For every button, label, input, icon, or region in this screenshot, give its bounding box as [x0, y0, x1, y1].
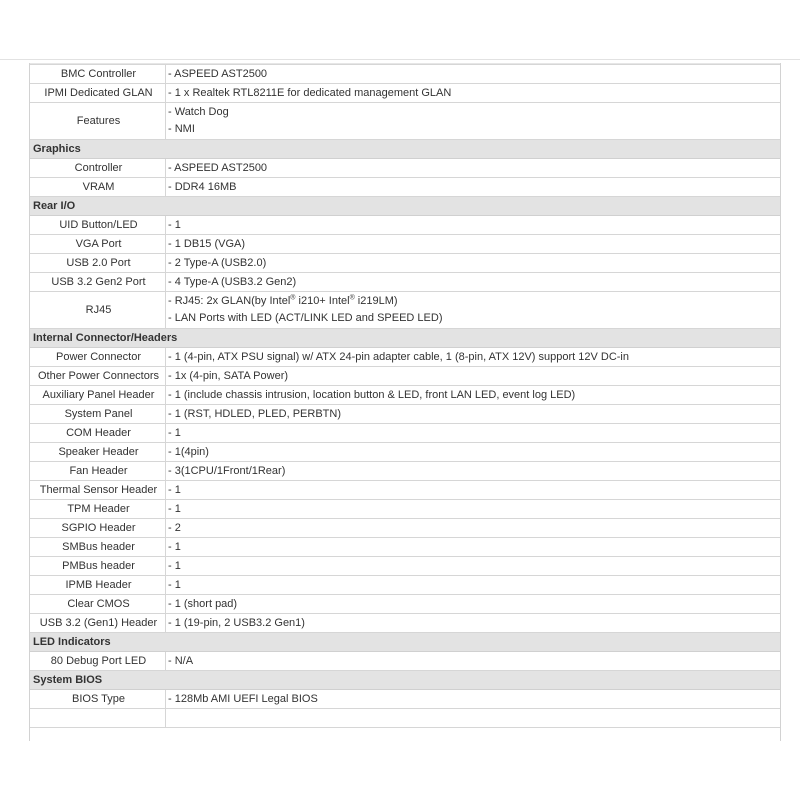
- spec-value: - 2: [166, 519, 781, 538]
- section-title: LED Indicators: [30, 633, 780, 652]
- spec-value: - 1: [166, 538, 781, 557]
- spec-value-line: - LAN Ports with LED (ACT/LINK LED and SPEED LED): [168, 312, 443, 324]
- table-row: [30, 103, 780, 140]
- table-row: [30, 576, 780, 595]
- rj45-text-b: i210+ Intel: [295, 295, 350, 307]
- spec-value: - 1(4pin): [166, 443, 781, 462]
- table-row: [30, 481, 780, 500]
- spec-value: - 4 Type-A (USB3.2 Gen2): [166, 273, 781, 292]
- table-row: [30, 367, 780, 386]
- table-row: [30, 462, 780, 481]
- spec-label: UID Button/LED: [30, 216, 166, 235]
- spec-value: - 1: [166, 481, 781, 500]
- spec-label: Features: [30, 103, 166, 140]
- spec-value: - 1 DB15 (VGA): [166, 235, 781, 254]
- spec-label: BMC Controller: [30, 65, 166, 84]
- spec-value-line: [168, 293, 780, 310]
- table-row-partial: [30, 709, 780, 728]
- spec-label: BIOS Type: [30, 690, 166, 709]
- spec-label: VRAM: [30, 178, 166, 197]
- spec-label: Power Connector: [30, 348, 166, 367]
- spec-label-empty: [30, 709, 166, 728]
- spec-label: 80 Debug Port LED: [30, 652, 166, 671]
- section-header-system-bios: [30, 671, 780, 690]
- table-row: [30, 84, 780, 103]
- spec-value: - 1 (4-pin, ATX PSU signal) w/ ATX 24-pin adapter cable, 1 (8-pin, ATX 12V) support 12V DC-in: [166, 348, 781, 367]
- spec-label: RJ45: [30, 292, 166, 329]
- spec-label: Clear CMOS: [30, 595, 166, 614]
- spec-label: SGPIO Header: [30, 519, 166, 538]
- registered-mark: ®: [349, 294, 355, 302]
- spec-value: - 1: [166, 216, 781, 235]
- table-row: [30, 538, 780, 557]
- rj45-text-c: i219LM): [354, 295, 398, 307]
- spec-label: Controller: [30, 159, 166, 178]
- table-row: [30, 614, 780, 633]
- spec-table-container: [29, 63, 781, 741]
- table-row: [30, 254, 780, 273]
- table-row: [30, 595, 780, 614]
- section-title: Graphics: [30, 140, 780, 159]
- table-row: [30, 178, 780, 197]
- section-title: Rear I/O: [30, 197, 780, 216]
- table-row: [30, 652, 780, 671]
- spec-value: - ASPEED AST2500: [166, 159, 781, 178]
- spec-label: IPMI Dedicated GLAN: [30, 84, 166, 103]
- table-row: [30, 235, 780, 254]
- spec-value-empty: [166, 709, 781, 728]
- spec-value: - 1 (include chassis intrusion, location button & LED, front LAN LED, event log LED): [166, 386, 781, 405]
- table-row: [30, 424, 780, 443]
- spec-value: - 1: [166, 557, 781, 576]
- spec-value: - 2 Type-A (USB2.0): [166, 254, 781, 273]
- spec-value: - ASPEED AST2500: [166, 65, 781, 84]
- spec-value: - 1 x Realtek RTL8211E for dedicated management GLAN: [166, 84, 781, 103]
- table-row: [30, 443, 780, 462]
- spec-label: System Panel: [30, 405, 166, 424]
- table-row: [30, 557, 780, 576]
- table-row: [30, 65, 780, 84]
- section-title: System BIOS: [30, 671, 780, 690]
- spec-value: [166, 292, 781, 329]
- section-header-rear-io: [30, 197, 780, 216]
- table-row: [30, 690, 780, 709]
- spec-value: - 1: [166, 424, 781, 443]
- spec-value: - 1 (19-pin, 2 USB3.2 Gen1): [166, 614, 781, 633]
- table-row: [30, 519, 780, 538]
- table-row: [30, 405, 780, 424]
- spec-label: VGA Port: [30, 235, 166, 254]
- table-row: [30, 292, 780, 329]
- spec-value: - N/A: [166, 652, 781, 671]
- table-row: [30, 273, 780, 292]
- section-header-graphics: [30, 140, 780, 159]
- spec-label: USB 2.0 Port: [30, 254, 166, 273]
- table-row: [30, 386, 780, 405]
- spec-label: Speaker Header: [30, 443, 166, 462]
- spec-label: SMBus header: [30, 538, 166, 557]
- section-header-led-indicators: [30, 633, 780, 652]
- spec-table: [30, 65, 780, 728]
- section-title: Internal Connector/Headers: [30, 329, 780, 348]
- spec-value: - DDR4 16MB: [166, 178, 781, 197]
- spec-value: - 1: [166, 576, 781, 595]
- spec-label: Fan Header: [30, 462, 166, 481]
- registered-mark: ®: [290, 294, 296, 302]
- section-header-internal-connectors: [30, 329, 780, 348]
- spec-value: - 1 (RST, HDLED, PLED, PERBTN): [166, 405, 781, 424]
- spec-value-line: - NMI: [168, 123, 195, 135]
- spec-label: USB 3.2 Gen2 Port: [30, 273, 166, 292]
- spec-label: TPM Header: [30, 500, 166, 519]
- spec-value: - 3(1CPU/1Front/1Rear): [166, 462, 781, 481]
- spec-value: - 1x (4-pin, SATA Power): [166, 367, 781, 386]
- spec-label: Other Power Connectors: [30, 367, 166, 386]
- spec-label: Auxiliary Panel Header: [30, 386, 166, 405]
- table-row: [30, 159, 780, 178]
- spec-value: - 1: [166, 500, 781, 519]
- spec-label: IPMB Header: [30, 576, 166, 595]
- spec-label: PMBus header: [30, 557, 166, 576]
- table-row: [30, 216, 780, 235]
- table-row: [30, 348, 780, 367]
- spec-label: COM Header: [30, 424, 166, 443]
- spec-value: - 1 (short pad): [166, 595, 781, 614]
- spec-value: [166, 103, 781, 140]
- spec-value-line: - Watch Dog: [168, 106, 229, 118]
- table-row: [30, 500, 780, 519]
- spec-value: - 128Mb AMI UEFI Legal BIOS: [166, 690, 781, 709]
- spec-label: Thermal Sensor Header: [30, 481, 166, 500]
- rj45-text-a: - RJ45: 2x GLAN(by Intel: [168, 295, 291, 307]
- page-divider: [0, 59, 800, 60]
- spec-label: USB 3.2 (Gen1) Header: [30, 614, 166, 633]
